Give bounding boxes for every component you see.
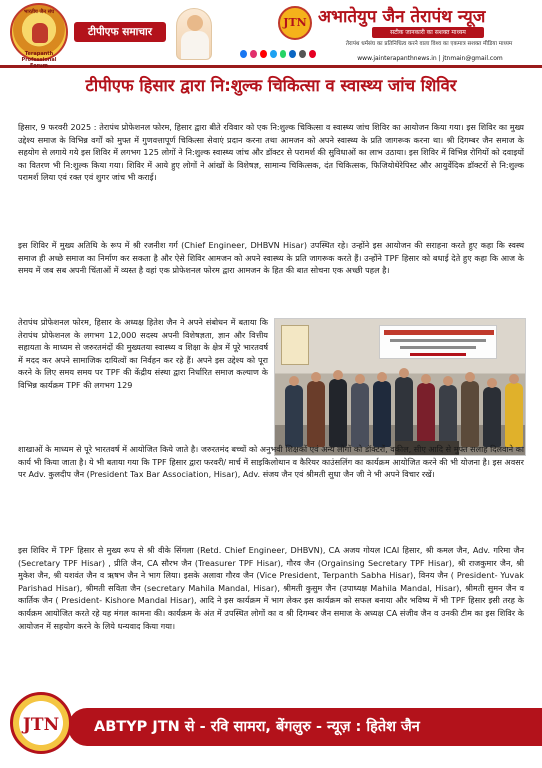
twitter-icon <box>270 50 277 58</box>
article-paragraph-5: इस शिविर में TPF हिसार से मुख्य रूप से श्री वीके सिंगला (Retd. Chief Engineer, DHBVN), CA अजय गोयल ICAI हिसार, श्री कमल जैन, Adv. गरिमा जैन (Secretary TPF Hisar) , प्रीति जैन, CA सौरभ जैन (Treasurer TPF Hisar), गौरव जैन (Orgainsing Secretary TPF Hisar), श्री राजकुमार जैन, श्री मुकेश जैन, श्री यशवंत जैन व ऋषभ जैन ने भाग लिया। इसके अलावा गौरव जैन (Vice President, Terpanth Sabha Hisar), विनय जैन ( President- Yuvak Parishad Hisar), श्रीमती सविता जैन (secretary Mahila Mandal, Hisar), श्रीमती कुसुम जैन (उपाध्यक्ष Mahila Mandal, Hisar), श्रीमती सुमन जैन व कार्तिक जैन ( President- Kishore Mandal Hisar), आदि ने इस कार्यक्रम में भाग लेकर इस कार्यक्रम को सफल बनाया और भविष्य में भी TPF हिसार इसी तरह के कार्यक्रम आयोजित करते रहे यह मंगल कामना की। कार्यक्रम के अंत में उपस्थित लोगों का व श्री दिगम्बर जैन समाज के अध्यक्ष CA संजीव जैन व उनकी टीम का इस शिविर के आयोजन में सहयोग करने के लिये धन्यवाद किया गया। <box>18 545 525 631</box>
article-paragraph-4: शाखाओं के माध्यम से पूरे भारतवर्ष में आयोजित किये जाते है। जरुरतमंद बच्चों को अनुभवी शिक्षकों एवं अन्य लोगों को डॉक्टरों, वकील, सीए आदि से मुफ्त सलाह दिलवाने का कार्य भी किया जाता है। ये भी बताया गया कि TPF हिसार द्वारा फरवरी/ मार्च में साइकिलोथान व कैरियर काउंसलिंग का कार्यक्रम आयोजित करने की भी योजना है। इस अवसर पर Adv. कुलदीप जैन (President Tax Bar Association, Hisar), Adv. संजय जैन एवं श्रीमती सुधा जैन जी ने भी अपने विचार रखें। <box>18 444 524 480</box>
photo-person <box>461 381 479 447</box>
article-paragraph-2: इस शिविर में मुख्य अतिथि के रूप में श्री रजनीश गर्ग (Chief Engineer, DHBVN Hisar) उपस्थित रहे। उन्होंने इस आयोजन की सराहना करते हुए कहा कि स्वस्थ समाज ही अच्छे समाज का निर्माण कर सकता है और ऐसे शिविर आमजन को अपने स्वास्थ्य के प्रति जागरूक करते हैं। उन्होंने TPF हिसार को बधाई देते हुए कहा कि आज के समय में जब सब अपनी चिंताओं में व्यस्त है वहां एक प्रोफेशनल फोरम द्वारा आमजन के हित की बात सोचना एक अच्छी पहल है। <box>18 240 524 276</box>
youtube-icon <box>260 50 267 58</box>
acharya-portrait <box>176 8 212 60</box>
photo-person <box>417 383 435 447</box>
jtn-logo: JTN <box>278 6 312 40</box>
photo-person <box>351 383 369 447</box>
raised-hand-icon <box>32 23 48 43</box>
portrait-robe <box>181 31 209 60</box>
tpf-logo <box>10 3 68 69</box>
instagram-icon <box>250 50 257 58</box>
portrait-head <box>187 15 203 31</box>
photo-person <box>505 383 523 447</box>
tpf-news-label: टीपीएफ समाचार <box>74 22 166 42</box>
article-paragraph-3: तेरापंथ प्रोफेशनल फोरम, हिसार के अध्यक्ष हितेश जैन ने अपने संबोधन में बताया कि तेरापंथ प्रोफेशनल के लगभग 12,000 सदस्य अपनी विशेषज्ञता, ज्ञान और वित्तीय सहायता के माध्यम से जरुरतमंदों की मुख्यतया स्वास्थ्य व शिक्षा के क्षेत्र में पूरे भारतवर्ष में मदद कर अपने सामाजिक दायित्वों का निर्वहन कर रहे हैं। अपने इस उद्देश्य को पूरा करने के लिए समय समय पर TPF की केंद्रीय संस्था द्वारा निर्धारित समाज कल्याण के विभिन्न कार्यक्रम TPF की लगभग 129 <box>18 317 268 390</box>
contact-line[interactable]: www.jainterapanthnews.in | jtnmain@gmail.com <box>357 55 503 62</box>
brand-title: अभातेयुप जैन तेरापंथ न्यूज <box>318 7 486 27</box>
photo-wall-poster <box>281 325 309 365</box>
footer-jtn-logo <box>10 692 72 754</box>
threads-icon <box>299 50 306 58</box>
article-title: टीपीएफ हिसार द्वारा नि:शुल्क चिकित्सा व स्वास्थ्य जांच शिविर <box>85 76 457 95</box>
pinterest-icon <box>309 50 316 58</box>
photo-person <box>373 381 391 447</box>
whatsapp-icon <box>280 50 287 58</box>
photo-person <box>285 385 303 447</box>
photo-person <box>329 379 347 447</box>
footer <box>0 688 542 768</box>
brand-subtitle: सटीक जानकारी का सशक्त माध्यम <box>372 27 484 38</box>
event-photo <box>274 318 526 456</box>
masthead <box>0 0 542 68</box>
photo-person <box>395 377 413 447</box>
social-icons <box>240 50 316 58</box>
tpf-logo-text-bottom: Terapanth Professional Forum <box>21 51 57 69</box>
tpf-logo-text-top: भारतीय जैन संघ <box>23 9 55 15</box>
brand-description: तेरापंथ धर्मसंघ का प्रतिनिधित्व करने वाला विश्व का एकमात्र सशक्त मीडिया माध्यम <box>345 41 513 47</box>
photo-event-banner <box>379 325 497 359</box>
footer-logo-text: JTN <box>22 715 60 735</box>
article-paragraph-1: हिसार, 9 फरवरी 2025 : तेरापंथ प्रोफेशनल फोरम, हिसार द्वारा बीते रविवार को एक नि:शुल्क चिकित्सा व स्वास्थ्य जांच शिविर का आयोजन किया गया। इस शिविर का मुख्य उद्देश्य समाज के विभिन्न वर्गों को मुफ्त में गुणवत्तापूर्ण चिकित्सा सेवाएं प्रदान करना तथा आमजन को अपने स्वास्थ्य के प्रति जागरूक करना था। श्री दिगम्बर जैन समाज के सहयोग से लगाये गये इस शिविर में लगभग 125 लोगों ने नि:शुल्क स्वास्थ्य जांच और डॉक्टर से परामर्श की सुविधाओं का लाभ उठाया। इस शिविर में विभिन्न रोगियों को दवाइयों का वितरण भी नि:शुल्क किया गया। शिविर में आये हुए लोगों ने आंखों के विशेषज्ञ, सामान्य चिकित्सक, दंत चिकित्सक, फिजियोथेरेपिस्ट और आयुर्वेदिक डॉक्टरों से नि:शुल्क परामर्श लिया एवं रक्त एवं शुगर जांच भी कराई। <box>18 122 524 183</box>
linkedin-icon <box>289 50 296 58</box>
facebook-icon <box>240 50 247 58</box>
photo-person <box>307 381 325 447</box>
footer-credit: ABTYP JTN से - रवि सामरा, बेंगलुरु - न्यूज़ : हितेश जैन <box>68 708 542 746</box>
photo-person <box>483 387 501 447</box>
photo-person <box>439 385 457 447</box>
